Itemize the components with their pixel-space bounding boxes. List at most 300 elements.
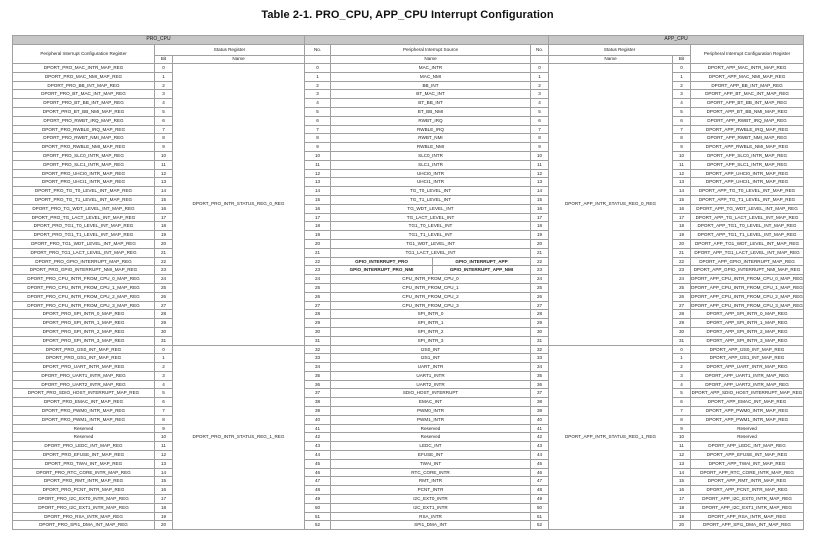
app-config-register: DPORT_APP_SLC1_INTR_MAP_REG: [691, 160, 804, 169]
source-name: TG_LACT_LEVEL_INT: [331, 213, 531, 222]
source-no-right: 9: [531, 143, 549, 152]
source-name: TG_T0_LEVEL_INT: [331, 187, 531, 196]
pro-config-register: DPORT_PRO_UART1_INTR_MAP_REG: [13, 371, 155, 380]
source-no-right: 0: [531, 64, 549, 73]
table-row: [13, 204, 804, 213]
source-name-app: GPIO_INTERRUPT_APP: [433, 257, 531, 266]
app-config-register: DPORT_APP_PWM1_INTR_MAP_REG: [691, 415, 804, 424]
table-row: [13, 363, 804, 372]
source-no-right: 35: [531, 371, 549, 380]
table-row: [13, 72, 804, 81]
pro-config-register: DPORT_PRO_TWAI_INT_MAP_REG: [13, 459, 155, 468]
app-config-register: DPORT_APP_PWM0_INTR_MAP_REG: [691, 407, 804, 416]
pro-config-register: DPORT_PRO_I2S1_INT_MAP_REG: [13, 354, 155, 363]
table-row: [13, 64, 804, 73]
pro-config-register: Reserved: [13, 433, 155, 442]
app-bit: 3: [673, 90, 691, 99]
source-no: 32: [305, 345, 331, 354]
app-config-register: DPORT_APP_TG_T0_LEVEL_INT_MAP_REG: [691, 187, 804, 196]
no-subheader-right: [531, 56, 549, 64]
source-no: 6: [305, 116, 331, 125]
pro-bit: 8: [155, 415, 173, 424]
source-name: SDIO_HOST_INTERRUPT: [331, 389, 531, 398]
pro-config-register: DPORT_PRO_I2C_EXT0_INTR_MAP_REG: [13, 495, 155, 504]
source-name: RWBT_NMI: [331, 134, 531, 143]
source-no-header: No.: [305, 45, 331, 56]
source-no-right: 5: [531, 107, 549, 116]
table-row: [13, 424, 804, 433]
source-name: UHCI0_INTR: [331, 169, 531, 178]
source-no: 8: [305, 134, 331, 143]
pro-config-register: DPORT_PRO_SDIO_HOST_INTERRUPT_MAP_REG: [13, 389, 155, 398]
source-no-right: 47: [531, 477, 549, 486]
source-no-right: 37: [531, 389, 549, 398]
pro-bit: 19: [155, 231, 173, 240]
app-config-register: DPORT_APP_TG1_T0_LEVEL_INT_MAP_REG: [691, 222, 804, 231]
source-no: 49: [305, 495, 331, 504]
source-no: 22: [305, 257, 331, 266]
pro-config-register: DPORT_PRO_EMAC_INT_MAP_REG: [13, 398, 155, 407]
source-no: 23: [305, 266, 331, 275]
table-row: [13, 301, 804, 310]
pro-bit: 27: [155, 301, 173, 310]
source-no-right: 3: [531, 90, 549, 99]
pro-bit: 20: [155, 239, 173, 248]
table-row: [13, 178, 804, 187]
app-config-register: DPORT_APP_TG_WDT_LEVEL_INT_MAP_REG: [691, 204, 804, 213]
source-no-right: 12: [531, 169, 549, 178]
table-row: [13, 143, 804, 152]
source-no: 1: [305, 72, 331, 81]
source-no-right: 41: [531, 424, 549, 433]
source-no: 41: [305, 424, 331, 433]
pro-config-register: DPORT_PRO_EFUSE_INT_MAP_REG: [13, 451, 155, 460]
pro-config-register: DPORT_PRO_SPI_INTR_3_MAP_REG: [13, 336, 155, 345]
source-no-right: 42: [531, 433, 549, 442]
source-no-right: 52: [531, 521, 549, 530]
pro-bit: 19: [155, 512, 173, 521]
app-bit: 11: [673, 442, 691, 451]
source-no: 14: [305, 187, 331, 196]
app-bit: 4: [673, 380, 691, 389]
pro-config-register: DPORT_PRO_UART_INTR_MAP_REG: [13, 363, 155, 372]
pro-status-register-name: DPORT_PRO_INTR_STATUS_REG_0_REG: [173, 64, 305, 346]
source-name: I2C_EXT1_INTR: [331, 503, 531, 512]
source-no-right: 43: [531, 442, 549, 451]
source-no: 51: [305, 512, 331, 521]
source-no: 33: [305, 354, 331, 363]
source-no-right: 44: [531, 451, 549, 460]
app-config-register: DPORT_APP_UHCI1_INTR_MAP_REG: [691, 178, 804, 187]
pro-bit: 14: [155, 187, 173, 196]
source-no: 52: [305, 521, 331, 530]
source-no: 34: [305, 363, 331, 372]
app-bit: 14: [673, 187, 691, 196]
pro-bit: 29: [155, 319, 173, 328]
pro-bit: 7: [155, 125, 173, 134]
source-no: 48: [305, 486, 331, 495]
app-bit: 9: [673, 424, 691, 433]
source-name-subheader: Name: [331, 56, 531, 64]
table-row: [13, 336, 804, 345]
app-config-register: DPORT_APP_CPU_INTR_FROM_CPU_2_MAP_REG: [691, 292, 804, 301]
source-no-right: 31: [531, 336, 549, 345]
pro-bit: 18: [155, 503, 173, 512]
pro-config-register: DPORT_PRO_TG1_LACT_LEVEL_INT_MAP_REG: [13, 248, 155, 257]
pro-config-register: DPORT_PRO_SPI_INTR_0_MAP_REG: [13, 310, 155, 319]
app-config-register: DPORT_APP_RSA_INTR_MAP_REG: [691, 512, 804, 521]
table-row: [13, 415, 804, 424]
app-bit: 18: [673, 222, 691, 231]
source-name: LEDC_INT: [331, 442, 531, 451]
pro-config-register: DPORT_PRO_LEDC_INT_MAP_REG: [13, 442, 155, 451]
app-bit: 26: [673, 292, 691, 301]
source-name: I2S0_INT: [331, 345, 531, 354]
app-bit: 1: [673, 72, 691, 81]
source-no-right: 13: [531, 178, 549, 187]
pro-config-register-header: Peripheral Interrupt Configuration Register: [13, 45, 155, 64]
source-no: 12: [305, 169, 331, 178]
source-no-right: 49: [531, 495, 549, 504]
app-config-register: DPORT_APP_UART2_INTR_MAP_REG: [691, 380, 804, 389]
table-row: [13, 231, 804, 240]
app-config-register: DPORT_APP_BT_BB_INT_MAP_REG: [691, 99, 804, 108]
pro-cpu-header: PRO_CPU: [13, 36, 305, 45]
pro-config-register: DPORT_PRO_RWBLE_NMI_MAP_REG: [13, 143, 155, 152]
source-name: UHCI1_INTR: [331, 178, 531, 187]
table-row: [13, 486, 804, 495]
pro-config-register: DPORT_PRO_RWBT_IRQ_MAP_REG: [13, 116, 155, 125]
source-name: PWM0_INTR: [331, 407, 531, 416]
app-bit: 12: [673, 451, 691, 460]
source-no: 31: [305, 336, 331, 345]
source-no-right: 7: [531, 125, 549, 134]
app-bit: 12: [673, 169, 691, 178]
table-row: [13, 512, 804, 521]
app-config-register: DPORT_APP_TG1_WDT_LEVEL_INT_MAP_REG: [691, 239, 804, 248]
pro-config-register: DPORT_PRO_I2S0_INT_MAP_REG: [13, 345, 155, 354]
source-name: BT_BB_INT: [331, 99, 531, 108]
table-row: [13, 451, 804, 460]
interrupt-config-table: [12, 35, 804, 530]
pro-bit: 0: [155, 345, 173, 354]
table-row: [13, 380, 804, 389]
source-no-right: 14: [531, 187, 549, 196]
source-no: 24: [305, 275, 331, 284]
app-bit: 13: [673, 178, 691, 187]
pro-bit: 18: [155, 222, 173, 231]
source-name: TG_T1_LEVEL_INT: [331, 195, 531, 204]
pro-config-register: DPORT_PRO_TG_LACT_LEVEL_INT_MAP_REG: [13, 213, 155, 222]
table-row: [13, 495, 804, 504]
app-bit: 29: [673, 319, 691, 328]
pro-status-register-header: Status Register: [155, 45, 305, 56]
source-name: BB_INT: [331, 81, 531, 90]
source-no-right: 26: [531, 292, 549, 301]
source-no-right: 24: [531, 275, 549, 284]
app-bit: 13: [673, 459, 691, 468]
pro-config-register: DPORT_PRO_MAC_INTR_MAP_REG: [13, 64, 155, 73]
source-no: 3: [305, 90, 331, 99]
app-config-register: DPORT_APP_SDIO_HOST_INTERRUPT_MAP_REG: [691, 389, 804, 398]
source-name: SPI_INTR_1: [331, 319, 531, 328]
app-config-register: DPORT_APP_RMT_INTR_MAP_REG: [691, 477, 804, 486]
table-title: Table 2-1. PRO_CPU, APP_CPU Interrupt Configuration: [261, 9, 554, 21]
pro-config-register: DPORT_PRO_BT_BB_NMI_MAP_REG: [13, 107, 155, 116]
pro-config-register: DPORT_PRO_CPU_INTR_FROM_CPU_3_MAP_REG: [13, 301, 155, 310]
pro-bit: 2: [155, 81, 173, 90]
app-bit: 23: [673, 266, 691, 275]
app-config-register: Reserved: [691, 433, 804, 442]
app-bit: 15: [673, 195, 691, 204]
source-no: 9: [305, 143, 331, 152]
no-subheader: [305, 56, 331, 64]
app-bit: 10: [673, 433, 691, 442]
pro-config-register: DPORT_PRO_PWM0_INTR_MAP_REG: [13, 407, 155, 416]
source-no: 28: [305, 310, 331, 319]
source-no: 16: [305, 204, 331, 213]
app-status-register-header: Status Register: [549, 45, 691, 56]
app-config-register: DPORT_APP_RWBLE_NMI_MAP_REG: [691, 143, 804, 152]
pro-bit: 1: [155, 72, 173, 81]
app-config-register: Reserved: [691, 424, 804, 433]
app-bit: 1: [673, 354, 691, 363]
app-status-register-name: DPORT_APP_INTR_STATUS_REG_0_REG: [549, 64, 673, 346]
table-row: [13, 90, 804, 99]
source-no: 40: [305, 415, 331, 424]
source-no: 18: [305, 222, 331, 231]
source-no: 27: [305, 301, 331, 310]
app-config-register: DPORT_APP_RWBT_NMI_MAP_REG: [691, 134, 804, 143]
app-bit: 25: [673, 283, 691, 292]
app-config-register: DPORT_APP_TG1_LACT_LEVEL_INT_MAP_REG: [691, 248, 804, 257]
app-bit: 5: [673, 107, 691, 116]
table-row: [13, 468, 804, 477]
source-no-right: 46: [531, 468, 549, 477]
pro-bit: 21: [155, 248, 173, 257]
pro-bit: 1: [155, 354, 173, 363]
source-no-right: 29: [531, 319, 549, 328]
source-no: 25: [305, 283, 331, 292]
table-row: [13, 134, 804, 143]
app-bit: 10: [673, 151, 691, 160]
pro-bit: 31: [155, 336, 173, 345]
app-bit: 11: [673, 160, 691, 169]
pro-bit: 16: [155, 204, 173, 213]
app-bit-header: Bit: [673, 56, 691, 64]
pro-config-register: DPORT_PRO_CPU_INTR_FROM_CPU_0_MAP_REG: [13, 275, 155, 284]
pro-config-register: DPORT_PRO_UHCI1_INTR_MAP_REG: [13, 178, 155, 187]
table-row: [13, 521, 804, 530]
table-row: [13, 292, 804, 301]
app-config-register: DPORT_APP_UHCI0_INTR_MAP_REG: [691, 169, 804, 178]
app-config-register: DPORT_APP_I2S0_INT_MAP_REG: [691, 345, 804, 354]
source-name: MAC_NMI: [331, 72, 531, 81]
pro-bit: 4: [155, 380, 173, 389]
source-no: 39: [305, 407, 331, 416]
app-bit: 18: [673, 503, 691, 512]
pro-name-header: Name: [173, 56, 305, 64]
source-no-right: 1: [531, 72, 549, 81]
app-bit: 22: [673, 257, 691, 266]
source-name: PCNT_INTR: [331, 486, 531, 495]
pro-config-register: Reserved: [13, 424, 155, 433]
pro-bit: 7: [155, 407, 173, 416]
source-no: 7: [305, 125, 331, 134]
pro-config-register: DPORT_PRO_TG_WDT_LEVEL_INT_MAP_REG: [13, 204, 155, 213]
pro-bit: 15: [155, 477, 173, 486]
source-no-right: 40: [531, 415, 549, 424]
source-no-right: 50: [531, 503, 549, 512]
source-no-right: 39: [531, 407, 549, 416]
pro-config-register: DPORT_PRO_GPIO_INTERRUPT_MAP_REG: [13, 257, 155, 266]
table-row: [13, 239, 804, 248]
app-bit: 3: [673, 371, 691, 380]
app-config-register: DPORT_APP_CPU_INTR_FROM_CPU_3_MAP_REG: [691, 301, 804, 310]
pro-config-register: DPORT_PRO_CPU_INTR_FROM_CPU_1_MAP_REG: [13, 283, 155, 292]
app-bit: 5: [673, 389, 691, 398]
source-name: EFUSE_INT: [331, 451, 531, 460]
source-no: 36: [305, 380, 331, 389]
source-no-right: 34: [531, 363, 549, 372]
pro-bit: 14: [155, 468, 173, 477]
source-no: 43: [305, 442, 331, 451]
source-no-right: 10: [531, 151, 549, 160]
pro-config-register: DPORT_PRO_BT_BB_INT_MAP_REG: [13, 99, 155, 108]
pro-config-register: DPORT_PRO_PWM1_INTR_MAP_REG: [13, 415, 155, 424]
pro-bit: 11: [155, 160, 173, 169]
app-config-register: DPORT_APP_I2C_EXT1_INTR_MAP_REG: [691, 503, 804, 512]
pro-config-register: DPORT_PRO_BT_MAC_INT_MAP_REG: [13, 90, 155, 99]
table-row: [13, 107, 804, 116]
table-row: [13, 433, 804, 442]
pro-bit: 22: [155, 257, 173, 266]
source-name: TG1_WDT_LEVEL_INT: [331, 239, 531, 248]
app-bit: 8: [673, 134, 691, 143]
pro-config-register: DPORT_PRO_TG1_WDT_LEVEL_INT_MAP_REG: [13, 239, 155, 248]
source-no-right: 18: [531, 222, 549, 231]
source-no-right: 17: [531, 213, 549, 222]
app-config-register: DPORT_APP_SPI_INTR_3_MAP_REG: [691, 336, 804, 345]
source-no: 38: [305, 398, 331, 407]
app-bit: 6: [673, 116, 691, 125]
table-row: [13, 169, 804, 178]
app-bit: 0: [673, 345, 691, 354]
pro-config-register: DPORT_PRO_PCNT_INTR_MAP_REG: [13, 486, 155, 495]
app-bit: 2: [673, 81, 691, 90]
source-name: RWBT_IRQ: [331, 116, 531, 125]
source-no: 37: [305, 389, 331, 398]
source-name: SPI1_DMA_INT: [331, 521, 531, 530]
app-config-register: DPORT_APP_LEDC_INT_MAP_REG: [691, 442, 804, 451]
table-row: [13, 327, 804, 336]
app-config-register: DPORT_APP_SPI_INTR_2_MAP_REG: [691, 327, 804, 336]
table-row: [13, 257, 804, 266]
app-bit: 24: [673, 275, 691, 284]
pro-bit: 3: [155, 371, 173, 380]
table-row: [13, 187, 804, 196]
pro-bit: 0: [155, 64, 173, 73]
pro-config-register: DPORT_PRO_TG1_T1_LEVEL_INT_MAP_REG: [13, 231, 155, 240]
pro-bit: 26: [155, 292, 173, 301]
source-no: 42: [305, 433, 331, 442]
source-name: UART2_INTR: [331, 380, 531, 389]
source-no-right: 38: [531, 398, 549, 407]
source-no-right: 4: [531, 99, 549, 108]
app-config-register: DPORT_APP_TG_LACT_LEVEL_INT_MAP_REG: [691, 213, 804, 222]
pro-config-register: DPORT_PRO_RWBT_NMI_MAP_REG: [13, 134, 155, 143]
source-name: MAC_INTR: [331, 64, 531, 73]
source-name: CPU_INTR_FROM_CPU_3: [331, 301, 531, 310]
pro-bit: 10: [155, 151, 173, 160]
app-bit: 4: [673, 99, 691, 108]
source-no: 50: [305, 503, 331, 512]
source-no: 5: [305, 107, 331, 116]
pro-bit: 17: [155, 495, 173, 504]
source-no-right: 33: [531, 354, 549, 363]
source-no: 4: [305, 99, 331, 108]
source-name: RWBLE_IRQ: [331, 125, 531, 134]
app-bit: 27: [673, 301, 691, 310]
table-row: [13, 310, 804, 319]
source-name: TG_WDT_LEVEL_INT: [331, 204, 531, 213]
pro-bit: 13: [155, 178, 173, 187]
pro-bit: 6: [155, 398, 173, 407]
source-no: 29: [305, 319, 331, 328]
app-bit: 31: [673, 336, 691, 345]
source-name: BT_MAC_INT: [331, 90, 531, 99]
source-name: CPU_INTR_FROM_CPU_0: [331, 275, 531, 284]
source-name: SLC1_INTR: [331, 160, 531, 169]
pro-bit: 28: [155, 310, 173, 319]
source-name: I2S1_INT: [331, 354, 531, 363]
app-bit: 21: [673, 248, 691, 257]
pro-bit: 15: [155, 195, 173, 204]
table-row: [13, 116, 804, 125]
source-no-right: 28: [531, 310, 549, 319]
pro-bit: 5: [155, 389, 173, 398]
table-row: [13, 459, 804, 468]
pro-bit: 17: [155, 213, 173, 222]
pro-config-register: DPORT_PRO_TG_T0_LEVEL_INT_MAP_REG: [13, 187, 155, 196]
pro-bit: 30: [155, 327, 173, 336]
pro-config-register: DPORT_PRO_TG_T1_LEVEL_INT_MAP_REG: [13, 195, 155, 204]
source-name-app: GPIO_INTERRUPT_APP_NMI: [433, 266, 531, 275]
source-no: 17: [305, 213, 331, 222]
app-config-register: DPORT_APP_SPI_INTR_0_MAP_REG: [691, 310, 804, 319]
table-row: [13, 371, 804, 380]
app-bit: 28: [673, 310, 691, 319]
app-cpu-header: APP_CPU: [549, 36, 804, 45]
pro-bit: 9: [155, 143, 173, 152]
source-no: 19: [305, 231, 331, 240]
app-bit: 16: [673, 204, 691, 213]
source-no-right: 6: [531, 116, 549, 125]
pro-bit: 5: [155, 107, 173, 116]
table-row: [13, 99, 804, 108]
source-no: 21: [305, 248, 331, 257]
source-no-right: 16: [531, 204, 549, 213]
pro-bit-header: Bit: [155, 56, 173, 64]
source-no-right: 23: [531, 266, 549, 275]
table-row: [13, 407, 804, 416]
pro-bit: 3: [155, 90, 173, 99]
table-row: [13, 81, 804, 90]
app-config-register: DPORT_APP_BT_MAC_INT_MAP_REG: [691, 90, 804, 99]
source-no: 35: [305, 371, 331, 380]
app-config-register: DPORT_APP_BB_INT_MAP_REG: [691, 81, 804, 90]
source-name: TG1_T0_LEVEL_INT: [331, 222, 531, 231]
